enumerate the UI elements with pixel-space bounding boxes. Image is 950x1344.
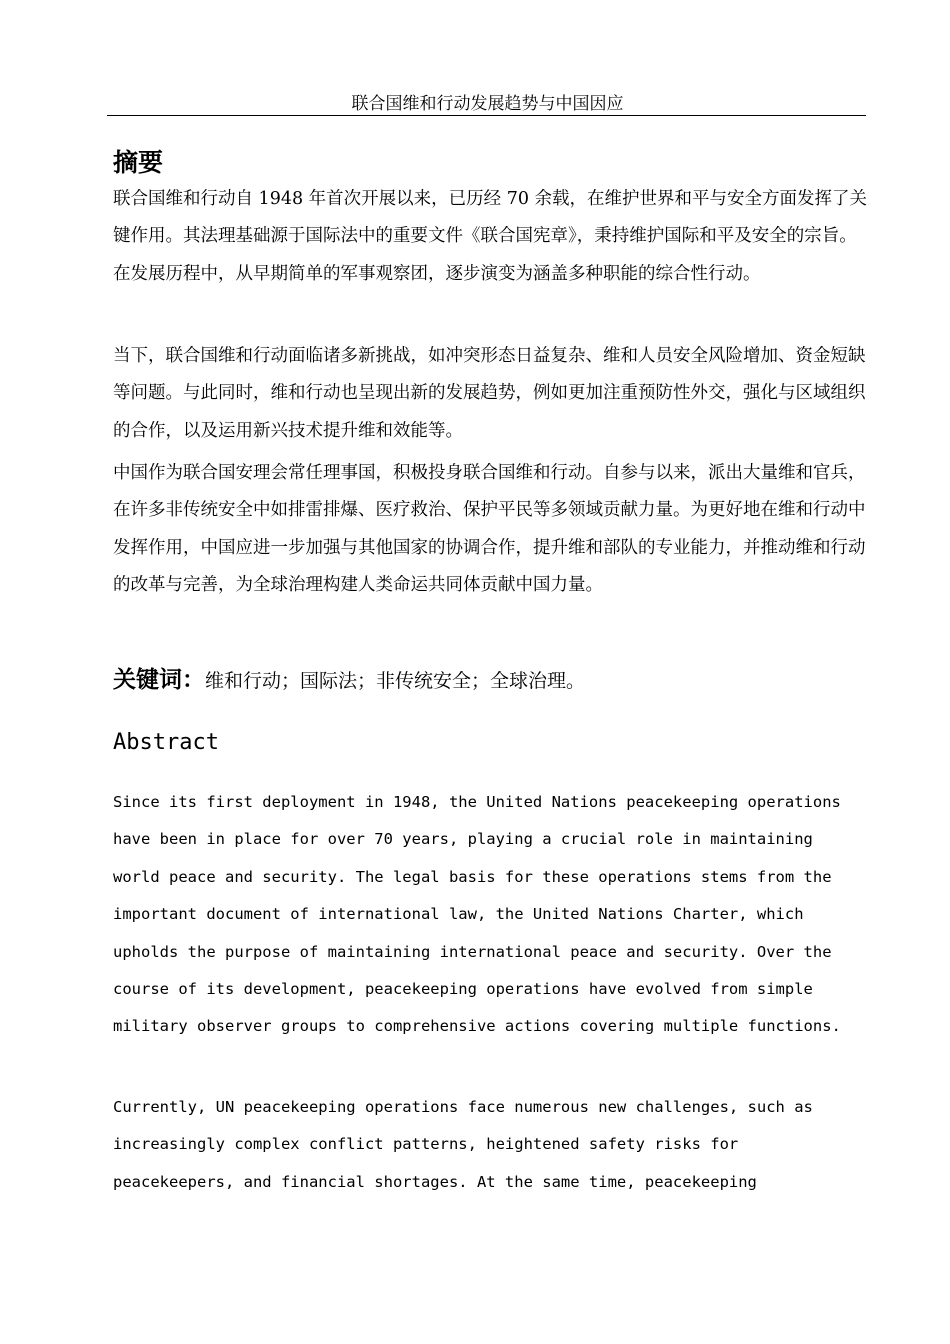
running-header-title: 联合国维和行动发展趋势与中国因应	[351, 94, 624, 114]
abstract-en-heading: Abstract	[113, 730, 219, 755]
keywords-label: 关键词：	[113, 667, 205, 693]
keywords-text: 维和行动；国际法；非传统安全；全球治理。	[205, 670, 586, 692]
keywords-line	[113, 660, 585, 701]
abstract-zh-paragraph-2: 当下，联合国维和行动面临诸多新挑战，如冲突形态日益复杂、维和人员安全风险增加、资金短缺等问题。与此同时，维和行动也呈现出新的发展趋势，例如更加注重预防性外交，强化与区域组织的合作，以及运用新兴技术提升维和效能等。	[113, 346, 866, 441]
abstract-zh-heading: 摘要	[113, 148, 164, 177]
abstract-zh-paragraph-3: 中国作为联合国安理会常任理事国，积极投身联合国维和行动。自参与以来，派出大量维和官兵，在许多非传统安全中如排雷排爆、医疗救治、保护平民等多领域贡献力量。为更好地在维和行动中发挥作用，中国应进一步加强与其他国家的协调合作，提升维和部队的专业能力，并推动维和行动的改革与完善，为全球治理构建人类命运共同体贡献中国力量。	[113, 463, 866, 595]
abstract-zh-paragraph-1: 联合国维和行动自 1948 年首次开展以来，已历经 70 余载，在维护世界和平与安全方面发挥了关键作用。其法理基础源于国际法中的重要文件《联合国宪章》，秉持维护国际和平及安全的宗旨。在发展历程中，从早期简单的军事观察团，逐步演变为涵盖多种职能的综合性行动。	[113, 189, 868, 284]
abstract-en-paragraph-1: Since its first deployment in 1948, the United Nations peacekeeping operations have been in place for over 70 years, playing a crucial role in maintaining world peace and security. The legal basis for these operations stems from the important document of international law, the United Nations Charter, which upholds the purpose of maintaining international peace and security. Over the course of its development, peacekeeping operations have evolved from simple military observer groups to comprehensive actions covering multiple functions.	[113, 793, 841, 1036]
abstract-en-paragraph-2: Currently, UN peacekeeping operations face numerous new challenges, such as increasingly complex conflict patterns, heightened safety risks for peacekeepers, and financial shortages. At the same time, peacekeeping	[113, 1098, 813, 1191]
header-rule	[107, 115, 866, 116]
